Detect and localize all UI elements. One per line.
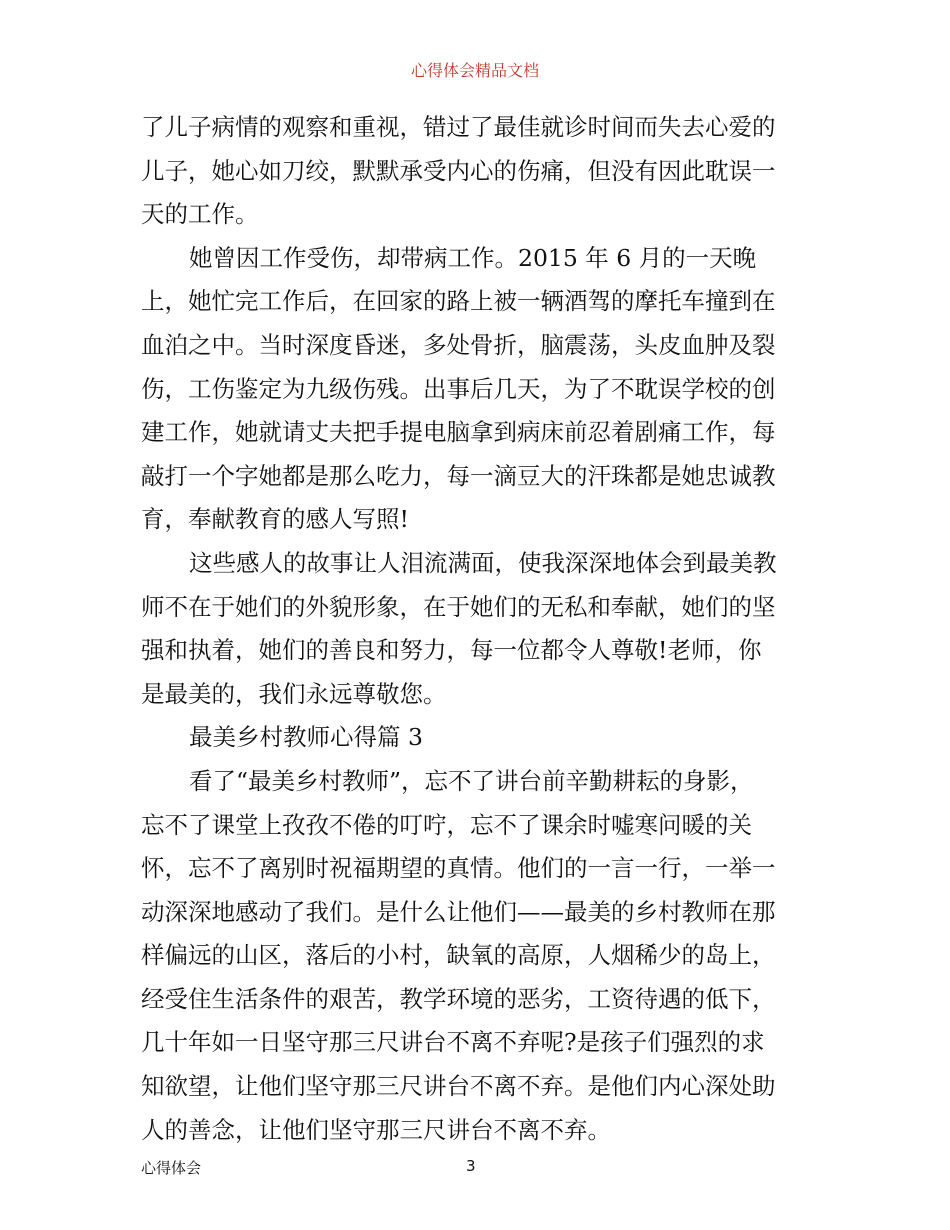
text-line: 上，她忙完工作后，在回家的路上被一辆酒驾的摩托车撞到在 <box>141 287 776 316</box>
text-line: 样偏远的山区，落后的小村，缺氧的高原，人烟稀少的岛上， <box>141 941 776 970</box>
document-header-title: 心得体会精品文档 <box>410 61 539 80</box>
text-line: 天的工作。 <box>141 200 259 229</box>
text-line: 怀，忘不了离别时祝福期望的真情。他们的一言一行，一举一 <box>141 854 776 883</box>
text-line: 师不在于她们的外貌形象，在于她们的无私和奉献，她们的坚 <box>141 592 776 621</box>
text-line: 伤，工伤鉴定为九级伤残。出事后几天，为了不耽误学校的创 <box>141 374 776 403</box>
page-number: 3 <box>466 1157 476 1175</box>
text-line: 她曾因工作受伤，却带病工作。2015 年 6 月的一天晚 <box>189 243 757 272</box>
text-line: 几十年如一日坚守那三尺讲台不离不弃呢?是孩子们强烈的求 <box>141 1028 765 1057</box>
document-body <box>141 106 813 1152</box>
text-line: 忘不了课堂上孜孜不倦的叮咛，忘不了课余时嘘寒问暖的关 <box>141 810 752 839</box>
text-line: 血泊之中。当时深度昏迷，多处骨折，脑震荡，头皮血肿及裂 <box>141 330 776 359</box>
text-line: 育，奉献教育的感人写照! <box>141 505 409 534</box>
text-line: 是最美的，我们永远尊敬您。 <box>141 679 447 708</box>
text-line: 知欲望，让他们坚守那三尺讲台不离不弃。是他们内心深处助 <box>141 1072 776 1101</box>
text-line: 敲打一个字她都是那么吃力，每一滴豆大的汗珠都是她忠诚教 <box>141 461 776 490</box>
text-line: 人的善念，让他们坚守那三尺讲台不离不弃。 <box>141 1115 611 1144</box>
text-line: 建工作，她就请丈夫把手提电脑拿到病床前忍着剧痛工作，每 <box>141 418 776 447</box>
footer-label: 心得体会 <box>141 1159 202 1177</box>
text-line: 强和执着，她们的善良和努力，每一位都令人尊敬!老师，你 <box>141 636 762 665</box>
text-line: 经受住生活条件的艰苦，教学环境的恶劣，工资待遇的低下， <box>141 984 776 1013</box>
text-line: 了儿子病情的观察和重视，错过了最佳就诊时间而失去心爱的 <box>141 113 776 141</box>
text-line: 动深深地感动了我们。是什么让他们——最美的乡村教师在那 <box>141 897 776 926</box>
text-line: 看了“最美乡村教师”，忘不了讲台前辛勤耕耘的身影， <box>189 766 754 795</box>
text-line: 最美乡村教师心得篇 3 <box>189 723 423 752</box>
text-line: 这些感人的故事让人泪流满面，使我深深地体会到最美教 <box>189 548 777 577</box>
text-line: 儿子，她心如刀绞，默默承受内心的伤痛，但没有因此耽误一 <box>141 156 776 185</box>
